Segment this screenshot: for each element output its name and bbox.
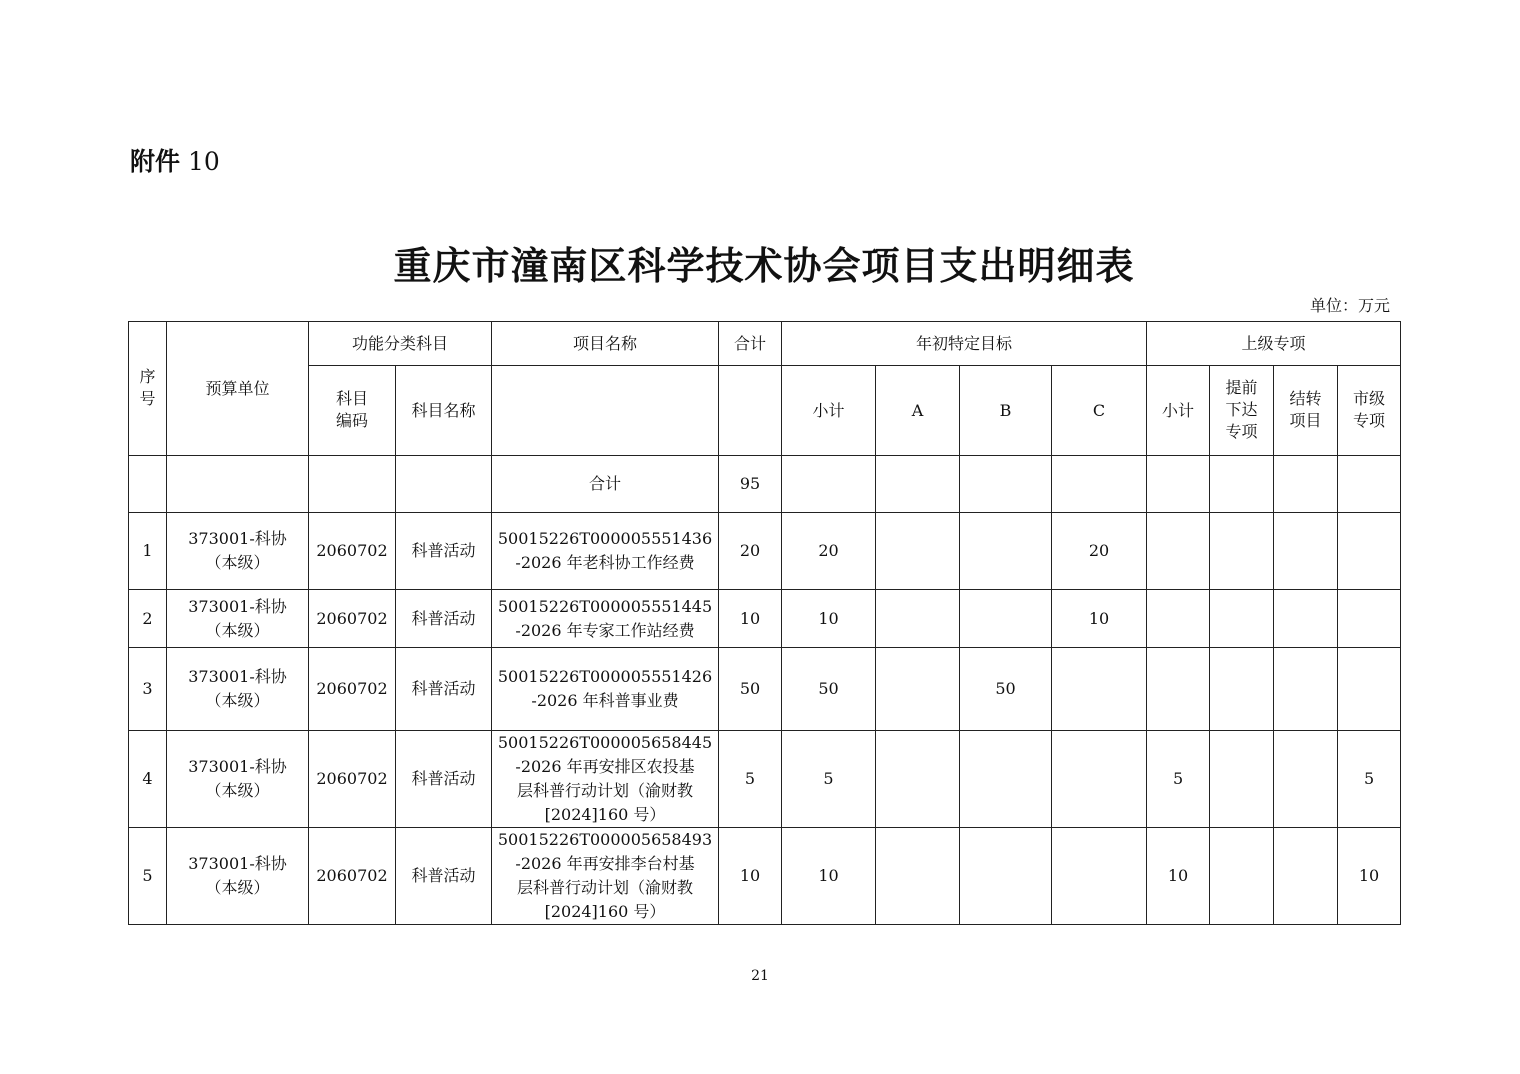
row-subtotal: 20: [782, 513, 876, 590]
row-sup-subtotal: [1147, 648, 1210, 731]
row-c: [1052, 648, 1147, 731]
page-number: 21: [751, 968, 769, 984]
total-row: [129, 456, 1401, 513]
table-row: [129, 731, 1401, 828]
row-advance: [1210, 590, 1274, 648]
row-unit: 373001-科协 （本级）: [167, 828, 309, 925]
row-project: 50015226T000005658445 -2026 年再安排区农投基 层科普行动计划（渝财教 [2024]160 号）: [492, 731, 719, 828]
row-code: 2060702: [309, 648, 396, 731]
row-code: 2060702: [309, 513, 396, 590]
attachment-prefix: 附件: [130, 147, 181, 176]
table-row: [129, 513, 1401, 590]
header-carryover: 结转 项目: [1274, 366, 1338, 456]
table-row: [129, 648, 1401, 731]
header-sup-subtotal: 小计: [1147, 366, 1210, 456]
row-subtotal: 10: [782, 590, 876, 648]
header-seq: 序 号: [129, 322, 167, 456]
row-sup-subtotal: 5: [1147, 731, 1210, 828]
row-total: 10: [719, 828, 782, 925]
row-b: [960, 731, 1052, 828]
row-carryover: [1274, 648, 1338, 731]
row-advance: [1210, 828, 1274, 925]
header-project-name: 项目名称: [492, 322, 719, 366]
row-city: 10: [1338, 828, 1401, 925]
row-subject: 科普活动: [396, 590, 492, 648]
row-seq: 1: [129, 513, 167, 590]
attachment-number: 10: [187, 147, 220, 176]
header-func-class: 功能分类科目: [309, 322, 492, 366]
row-seq: 5: [129, 828, 167, 925]
row-advance: [1210, 513, 1274, 590]
table-row: [129, 590, 1401, 648]
unit-label: 单位：万元: [1309, 296, 1390, 315]
header-advance-special: 提前 下达 专项: [1210, 366, 1274, 456]
header-budget-unit: 预算单位: [167, 322, 309, 456]
header-total-empty: [719, 366, 782, 456]
attachment-label: [130, 146, 220, 178]
row-c: 20: [1052, 513, 1147, 590]
row-total: 5: [719, 731, 782, 828]
row-sup-subtotal: 10: [1147, 828, 1210, 925]
header-annual-subtotal: 小计: [782, 366, 876, 456]
row-carryover: [1274, 731, 1338, 828]
row-sup-subtotal: [1147, 590, 1210, 648]
total-label: 合计: [492, 456, 719, 513]
row-carryover: [1274, 590, 1338, 648]
row-unit: 373001-科协 （本级）: [167, 513, 309, 590]
row-code: 2060702: [309, 731, 396, 828]
row-city: [1338, 513, 1401, 590]
table-row: [129, 828, 1401, 925]
row-b: [960, 513, 1052, 590]
row-subtotal: 50: [782, 648, 876, 731]
row-carryover: [1274, 513, 1338, 590]
row-c: [1052, 828, 1147, 925]
row-total: 20: [719, 513, 782, 590]
row-seq: 4: [129, 731, 167, 828]
header-city-special: 市级 专项: [1338, 366, 1401, 456]
row-project: 50015226T000005551436 -2026 年老科协工作经费: [492, 513, 719, 590]
header-a: A: [876, 366, 960, 456]
row-a: [876, 648, 960, 731]
row-subject: 科普活动: [396, 513, 492, 590]
row-a: [876, 590, 960, 648]
row-b: [960, 828, 1052, 925]
header-b: B: [960, 366, 1052, 456]
header-subject-name: 科目名称: [396, 366, 492, 456]
row-a: [876, 828, 960, 925]
header-total: 合计: [719, 322, 782, 366]
row-city: [1338, 648, 1401, 731]
row-subject: 科普活动: [396, 731, 492, 828]
row-unit: 373001-科协 （本级）: [167, 648, 309, 731]
row-b: 50: [960, 648, 1052, 731]
row-subtotal: 10: [782, 828, 876, 925]
row-subtotal: 5: [782, 731, 876, 828]
row-code: 2060702: [309, 590, 396, 648]
row-total: 50: [719, 648, 782, 731]
row-advance: [1210, 648, 1274, 731]
row-city: 5: [1338, 731, 1401, 828]
row-a: [876, 731, 960, 828]
row-carryover: [1274, 828, 1338, 925]
header-annual-target: 年初特定目标: [782, 322, 1147, 366]
header-project-empty: [492, 366, 719, 456]
row-unit: 373001-科协 （本级）: [167, 590, 309, 648]
row-seq: 3: [129, 648, 167, 731]
row-subject: 科普活动: [396, 828, 492, 925]
total-value: 95: [719, 456, 782, 513]
row-code: 2060702: [309, 828, 396, 925]
row-project: 50015226T000005551445 -2026 年专家工作站经费: [492, 590, 719, 648]
header-row-1: [129, 322, 1401, 366]
expenditure-table: [128, 321, 1401, 925]
row-subject: 科普活动: [396, 648, 492, 731]
row-city: [1338, 590, 1401, 648]
row-unit: 373001-科协 （本级）: [167, 731, 309, 828]
row-seq: 2: [129, 590, 167, 648]
header-row-2: [129, 366, 1401, 456]
row-a: [876, 513, 960, 590]
row-b: [960, 590, 1052, 648]
header-c: C: [1052, 366, 1147, 456]
header-superior-special: 上级专项: [1147, 322, 1401, 366]
row-c: 10: [1052, 590, 1147, 648]
page-title: 重庆市潼南区科学技术协会项目支出明细表: [393, 244, 1135, 288]
row-c: [1052, 731, 1147, 828]
row-project: 50015226T000005658493 -2026 年再安排李台村基 层科普行动计划（渝财教 [2024]160 号）: [492, 828, 719, 925]
row-sup-subtotal: [1147, 513, 1210, 590]
row-total: 10: [719, 590, 782, 648]
header-subject-code: 科目 编码: [309, 366, 396, 456]
row-advance: [1210, 731, 1274, 828]
row-project: 50015226T000005551426 -2026 年科普事业费: [492, 648, 719, 731]
